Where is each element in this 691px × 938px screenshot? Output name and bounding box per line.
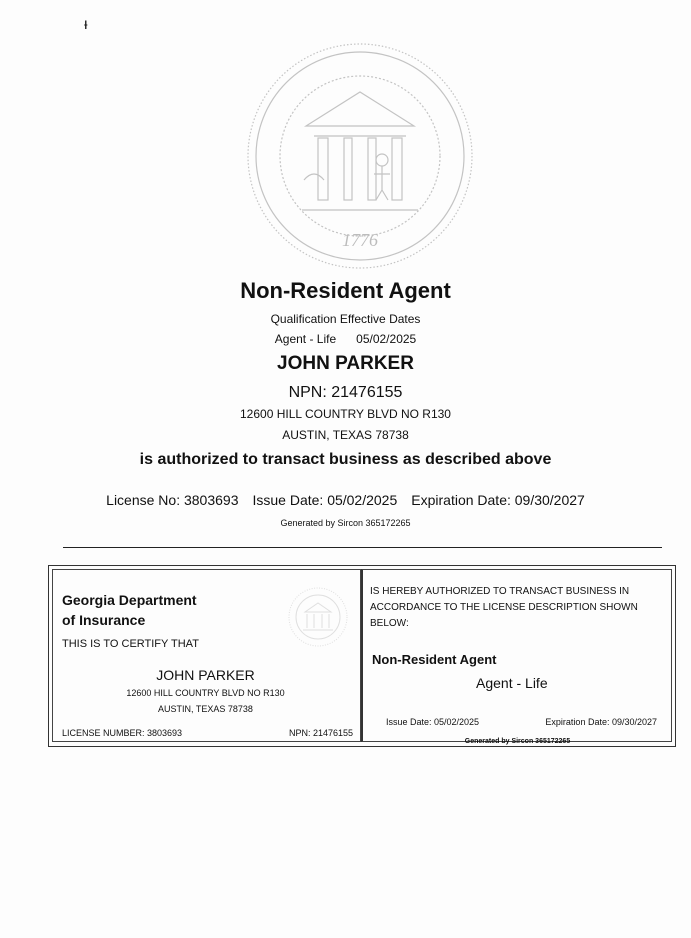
generated-by: Generated by Sircon 365172265 xyxy=(280,518,411,528)
card-expiration-date: Expiration Date: 09/30/2027 xyxy=(545,717,657,727)
line-of-authority: Agent - Life xyxy=(274,332,337,346)
card-license-number: LICENSE NUMBER: 3803693 xyxy=(62,728,183,738)
expiration-date: Expiration Date: 09/30/2027 xyxy=(411,492,585,508)
qualification-line xyxy=(0,332,691,346)
card-address-line-1: 12600 HILL COUNTRY BLVD NO R130 xyxy=(126,688,285,698)
address-line-1: 12600 HILL COUNTRY BLVD NO R130 xyxy=(240,407,451,421)
corner-mark: ᵻ xyxy=(84,16,88,33)
card-npn: NPN: 21476155 xyxy=(288,728,353,738)
authorization-statement: is authorized to transact business as described above xyxy=(139,451,552,468)
licensee-name: JOHN PARKER xyxy=(277,353,414,374)
wallet-card-left-panel xyxy=(52,569,361,742)
qualification-heading: Qualification Effective Dates xyxy=(270,312,421,326)
certificate-title: Non-Resident Agent xyxy=(240,278,451,303)
seal-year: 1776 xyxy=(342,230,378,250)
wallet-card-right-panel xyxy=(361,569,672,745)
issue-date: Issue Date: 05/02/2025 xyxy=(252,492,398,508)
georgia-seal-icon xyxy=(244,40,476,272)
effective-date: 05/02/2025 xyxy=(356,332,417,346)
card-authorization-text: IS HEREBY AUTHORIZED TO TRANSACT BUSINESS IN ACCORDANCE TO THE LICENSE DESCRIPTION SHOWN BELOW: xyxy=(370,586,638,629)
certify-text: THIS IS TO CERTIFY THAT xyxy=(62,638,199,650)
card-address-line-2: AUSTIN, TEXAS 78738 xyxy=(158,704,253,714)
address-line-2: AUSTIN, TEXAS 78738 xyxy=(282,428,409,442)
wallet-card xyxy=(48,565,676,747)
card-generated-by: Generated by Sircon 365172265 xyxy=(464,738,571,745)
department-name-line-1: Georgia Department xyxy=(62,592,197,608)
npn-number: NPN: 21476155 xyxy=(288,384,403,401)
cut-line-divider xyxy=(63,547,662,548)
license-details xyxy=(0,492,691,508)
small-seal-icon xyxy=(287,586,349,648)
card-line-of-authority: Agent - Life xyxy=(476,675,548,691)
card-title: Non-Resident Agent xyxy=(372,652,497,667)
card-licensee-name: JOHN PARKER xyxy=(156,667,255,683)
card-issue-date: Issue Date: 05/02/2025 xyxy=(386,717,480,727)
license-number: License No: 3803693 xyxy=(106,492,239,508)
department-name-line-2: of Insurance xyxy=(62,612,146,628)
